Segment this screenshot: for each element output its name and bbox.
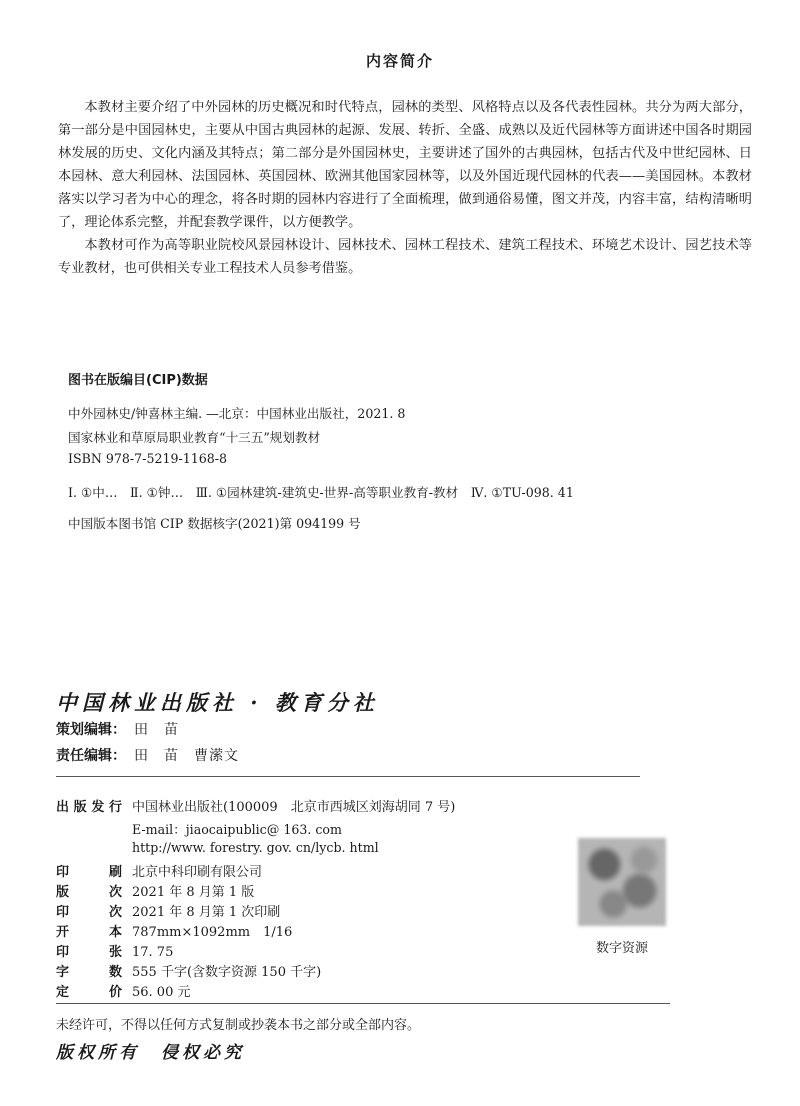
rights-reserved: 版权所有 侵权必究	[56, 1043, 245, 1063]
page-title: 内容简介	[365, 52, 434, 70]
planning-editor-label: 策划编辑：	[56, 722, 126, 738]
impression-label: 印 次	[56, 905, 122, 920]
cip-classification: Ⅰ. ①中… Ⅱ. ①钟… Ⅲ. ①园林建筑-建筑史-世界-高等职业教育-教材 Ⅳ. ①TU-098. 41	[68, 485, 574, 500]
website-line: http://www. forestry. gov. cn/lycb. html	[132, 840, 379, 855]
price-value: 56. 00 元	[132, 985, 191, 1000]
divider-top	[56, 776, 640, 777]
printer-label: 印 刷	[56, 865, 122, 880]
publish-label: 出版发行	[56, 800, 122, 815]
planning-editor-row	[56, 719, 179, 739]
price-label: 定 价	[56, 985, 122, 1000]
printer-row	[56, 861, 262, 880]
publish-row	[56, 796, 455, 815]
divider-bottom	[56, 1003, 670, 1004]
qr-code-label: 数字资源	[595, 941, 648, 956]
sheets-label: 印 张	[56, 945, 122, 960]
format-row	[56, 921, 292, 940]
cip-citation: 中外园林史/钟喜林主编. —北京：中国林业出版社，2021. 8	[68, 406, 406, 421]
copyright-notice: 未经许可，不得以任何方式复制或抄袭本书之部分或全部内容。	[56, 1018, 421, 1033]
qr-code-image[interactable]	[578, 838, 666, 926]
price-row	[56, 981, 190, 1000]
word-count-value: 555 千字(含数字资源 150 千字)	[132, 965, 322, 980]
publish-value: 中国林业出版社(100009 北京市西城区刘海胡同 7 号)	[132, 800, 456, 815]
publisher-banner: 中国林业出版社 · 教育分社	[56, 690, 379, 715]
word-count-label: 字 数	[56, 965, 122, 980]
format-value: 787mm×1092mm 1/16	[132, 925, 293, 940]
summary-body	[58, 96, 752, 280]
cip-series: 国家林业和草原局职业教育“十三五”规划教材	[68, 430, 321, 445]
cip-record-number: 中国版本图书馆 CIP 数据核字(2021)第 094199 号	[68, 516, 361, 531]
sheets-row	[56, 941, 173, 960]
email-line: E-mail：jiaocaipublic@ 163. com	[132, 822, 342, 837]
impression-value: 2021 年 8 月第 1 次印刷	[132, 905, 281, 920]
summary-paragraph-2: 本教材可作为高等职业院校风景园林设计、园林技术、园林工程技术、建筑工程技术、环境艺术设计、园艺技术等专业教材，也可供相关专业工程技术人员参考借鉴。	[58, 238, 752, 276]
responsible-editor-label: 责任编辑：	[56, 748, 126, 764]
sheets-value: 17. 75	[132, 945, 174, 960]
cip-isbn: ISBN 978-7-5219-1168-8	[68, 451, 228, 466]
edition-label: 版 次	[56, 885, 122, 900]
printer-value: 北京中科印刷有限公司	[132, 865, 263, 880]
impression-row	[56, 901, 280, 920]
format-label: 开 本	[56, 925, 122, 940]
word-count-row	[56, 961, 321, 980]
responsible-editor-value: 田 苗 曹潆文	[134, 748, 239, 764]
responsible-editor-row	[56, 745, 239, 765]
planning-editor-value: 田 苗	[134, 722, 179, 738]
summary-paragraph-1: 本教材主要介绍了中外园林的历史概况和时代特点，园林的类型、风格特点以及各代表性园林。共分为两大部分，第一部分是中国园林史，主要从中国古典园林的起源、发展、转折、全盛、成熟以及近代园林等方面讲述中国各时期园林发展的历史、文化内涵及其特点；第二部分是外国园林史，主要讲述了国外的古典园林，包括古代及中世纪园林、日本园林、意大利园林、法国园林、英国园林、欧洲其他国家园林等，以及外国近现代园林的代表——美国园林。本教材落实以学习者为中心的理念，将各时期的园林内容进行了全面梳理，做到通俗易懂，图文并茂，内容丰富，结构清晰明了，理论体系完整，并配套教学课件，以方便教学。	[58, 100, 752, 230]
cip-heading: 图书在版编目(CIP)数据	[68, 373, 208, 388]
edition-row	[56, 881, 254, 900]
edition-value: 2021 年 8 月第 1 版	[132, 885, 255, 900]
